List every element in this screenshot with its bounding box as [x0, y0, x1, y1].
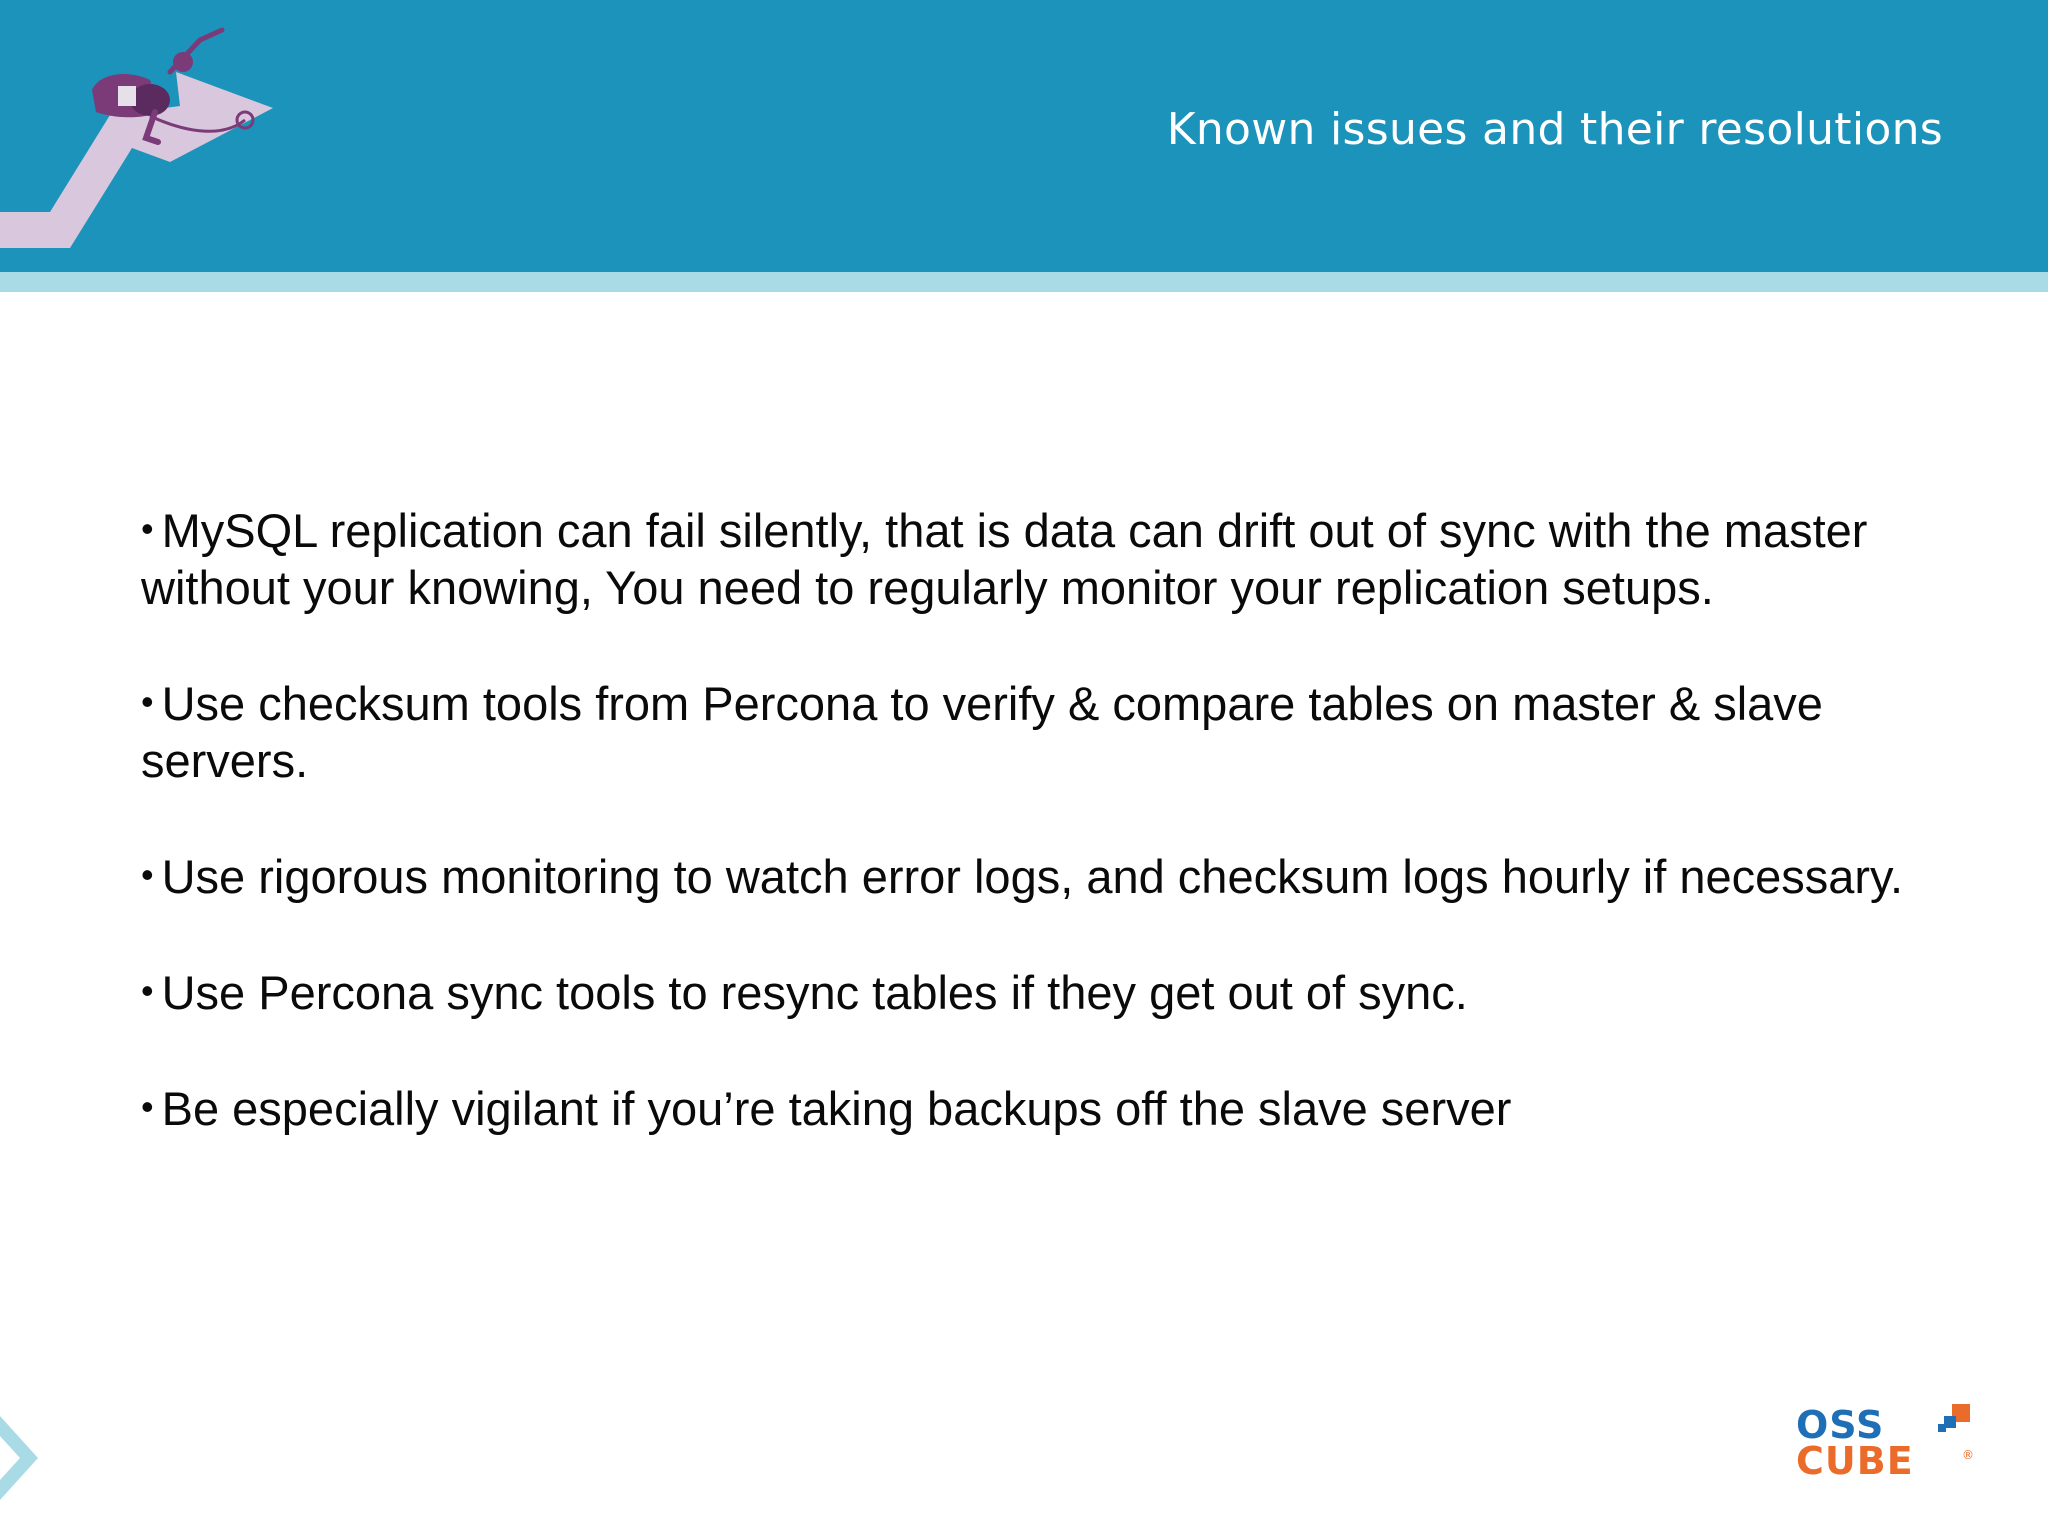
rider-on-arrow-icon — [0, 20, 300, 260]
bullet-marker: • — [141, 970, 154, 1011]
bullet-text: Be especially vigilant if you’re taking backups off the slave server — [161, 1082, 1512, 1135]
bullet-item — [141, 846, 1951, 905]
bullet-item — [141, 962, 1951, 1021]
bullet-item — [141, 500, 1951, 616]
rider-shield — [118, 86, 136, 106]
bullet-list — [141, 500, 1951, 1194]
rider-arm — [170, 30, 222, 72]
slide-title: Known issues and their resolutions — [1166, 104, 1943, 155]
bullet-text: Use rigorous monitoring to watch error logs, and checksum logs hourly if necessary. — [161, 850, 1904, 903]
chevron-right-icon — [0, 1410, 40, 1506]
bullet-text: Use Percona sync tools to resync tables if they get out of sync. — [161, 966, 1468, 1019]
bullet-marker: • — [141, 854, 154, 895]
bullet-text: Use checksum tools from Percona to verify & compare tables on master & slave servers. — [141, 677, 1823, 787]
bullet-marker: • — [141, 1086, 154, 1127]
osscube-logo — [1796, 1404, 1976, 1484]
bullet-marker: • — [141, 681, 154, 722]
bullet-item — [141, 1078, 1951, 1137]
bullet-text: MySQL replication can fail silently, that is data can drift out of sync with the master without your knowing, You need to regularly monitor your replication setups. — [141, 504, 1868, 614]
logo-text-cube: CUBE — [1796, 1439, 1914, 1483]
bullet-marker: • — [141, 508, 154, 549]
bullet-item — [141, 673, 1951, 789]
registered-mark: ® — [1962, 1448, 1974, 1462]
cube-squares-icon — [1936, 1404, 1972, 1440]
header-stripe — [0, 272, 2048, 292]
logo-text-oss: OSS — [1796, 1403, 1885, 1447]
